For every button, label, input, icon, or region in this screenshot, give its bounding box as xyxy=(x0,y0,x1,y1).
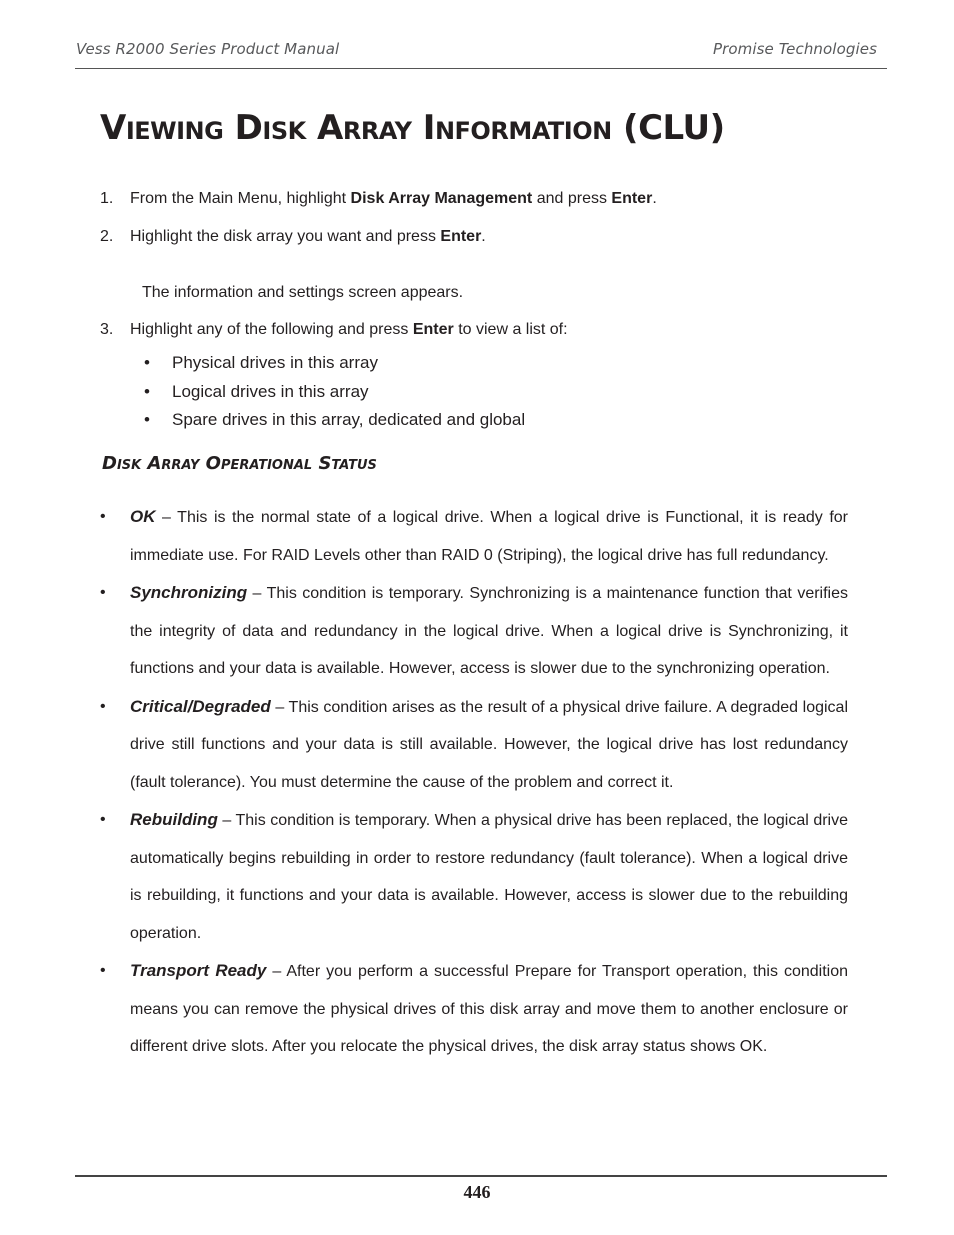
bullet-icon: • xyxy=(100,697,106,715)
status-description: – This condition arises as the result of a physical drive failure. A degraded logical drive still functions and your data is still available. However, the logical drive has lost redundancy (fault tolerance). You must determine the cause of the problem and correct it. xyxy=(130,698,848,791)
status-item-rebuilding xyxy=(100,801,848,952)
status-item-ok xyxy=(100,498,848,574)
step-emphasis: Disk Array Management xyxy=(350,190,533,207)
bullet-icon: • xyxy=(144,410,150,429)
bullet-icon: • xyxy=(144,353,150,372)
status-description: – This is the normal state of a logical drive. When a logical drive is Functional, it is ready for immediate use. For RAID Levels other than RAID 0 (Striping), the logical drive has full redundancy. xyxy=(130,509,848,564)
step-text: . xyxy=(481,228,486,245)
status-description: – After you perform a successful Prepare for Transport operation, this condition means you can remove the physical drives of this disk array and move them to another enclosure or different drive slots. After you relocate the physical drives, the disk array status shows OK. xyxy=(130,963,849,1055)
step-number: 3. xyxy=(100,321,114,338)
status-description: – This condition is temporary. When a physical drive has been replaced, the logical drive automatically begins rebuilding in order to restore redundancy (fault tolerance). When a logical drive is rebuilding, it functions and your data is available. However, access is slower due to the rebuilding operation. xyxy=(130,812,848,942)
page-number: 446 xyxy=(463,1182,491,1202)
status-term: Rebuilding xyxy=(130,810,218,829)
sub-list-item-label: Spare drives in this array, dedicated and global xyxy=(172,410,526,429)
section-heading: Disk Array Operational Status xyxy=(102,453,377,474)
bullet-icon: • xyxy=(100,811,106,828)
step-3 xyxy=(100,319,568,341)
sub-list-item xyxy=(144,382,369,402)
header-manual-title: Vess R2000 Series Product Manual xyxy=(76,40,340,58)
status-item-synchronizing xyxy=(100,574,848,688)
footer-divider xyxy=(75,1175,887,1177)
status-item-transport-ready xyxy=(100,952,848,1066)
sub-list-item-label: Physical drives in this array xyxy=(172,353,378,372)
bullet-icon: • xyxy=(100,962,106,979)
bullet-icon: • xyxy=(100,584,106,601)
step-emphasis: Enter xyxy=(440,228,482,245)
sub-list-item-label: Logical drives in this array xyxy=(172,382,369,401)
header-company: Promise Technologies xyxy=(712,40,877,58)
status-term: OK xyxy=(130,507,156,526)
page-title: Viewing Disk Array Information (CLU) xyxy=(100,108,725,148)
step-text: Highlight the disk array you want and press xyxy=(130,228,441,245)
step-text: . xyxy=(652,190,657,207)
sub-list-item xyxy=(144,353,378,373)
status-list xyxy=(100,498,848,1066)
step-text: Highlight any of the following and press xyxy=(130,321,413,338)
step-2-note: The information and settings screen appears. xyxy=(142,284,464,301)
step-text: and press xyxy=(532,190,612,207)
step-number: 1. xyxy=(100,190,114,207)
step-1 xyxy=(100,188,657,210)
bullet-icon: • xyxy=(100,508,106,525)
step-text: to view a list of: xyxy=(453,321,568,338)
status-term: Synchronizing xyxy=(130,583,248,602)
bullet-icon: • xyxy=(144,382,150,401)
step-2 xyxy=(100,226,486,248)
status-item-critical-degraded xyxy=(100,688,848,802)
step-emphasis: Enter xyxy=(412,321,454,338)
status-description: – This condition is temporary. Synchronizing is a maintenance function that verifies the integrity of data and redundancy in the logical drive. When a logical drive is Synchronizing, it functions and your data is available. However, access is slower due to the synchronizing operation. xyxy=(130,585,848,677)
header-divider xyxy=(75,68,887,69)
step-number: 2. xyxy=(100,228,114,245)
sub-list-item xyxy=(144,410,525,430)
status-term: Critical/Degraded xyxy=(130,696,271,716)
status-term: Transport Ready xyxy=(130,961,267,980)
step-text: From the Main Menu, highlight xyxy=(130,190,351,207)
step-emphasis: Enter xyxy=(611,190,653,207)
